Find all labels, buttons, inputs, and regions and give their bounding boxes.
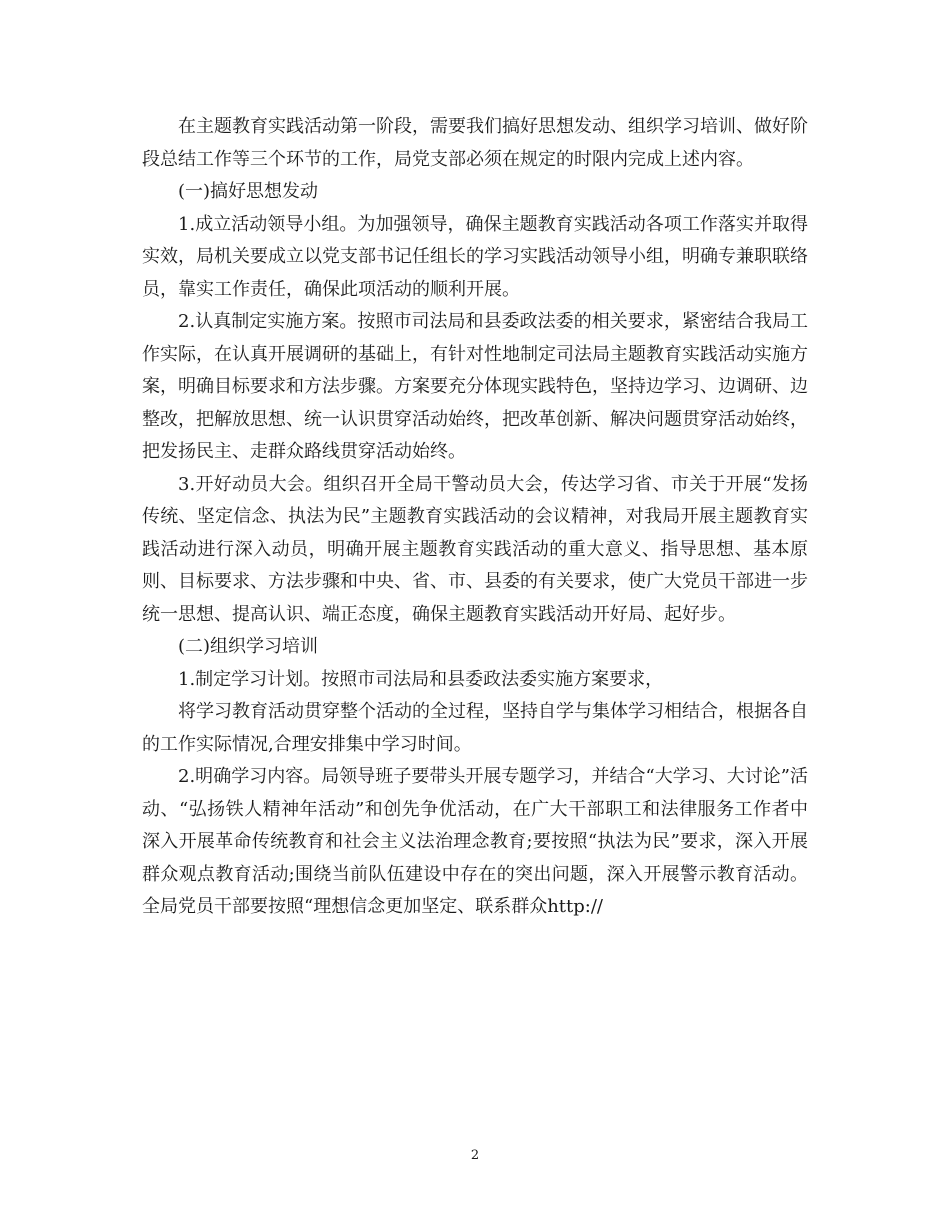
paragraph-2-1: 1.制定学习计划。按照市司法局和县委政法委实施方案要求， [178,668,664,690]
paragraph-intro: 在主题教育实践活动第一阶段，需要我们搞好思想发动、组织学习培训、做好阶段总结工作等三个环节的工作，局党支部必须在规定的时限内完成上述内容。 [142,116,808,170]
paragraph-1-1: 1.成立活动领导小组。为加强领导，确保主题教育实践活动各项工作落实并取得实效，局机关要成立以党支部书记任组长的学习实践活动领导小组，明确专兼职联络员，靠实工作责任，确保此项活动的顺利开展。 [142,213,808,300]
paragraph-1-2: 2.认真制定实施方案。按照市司法局和县委政法委的相关要求，紧密结合我局工作实际，在认真开展调研的基础上，有针对性地制定司法局主题教育实践活动实施方案，明确目标要求和方法步骤。方案要充分体现实践特色，坚持边学习、边调研、边整改，把解放思想、统一认识贯穿活动始终，把改革创新、解决问题贯穿活动始终，把发扬民主、走群众路线贯穿活动始终。 [142,311,808,462]
paragraph-2-2: 2.明确学习内容。局领导班子要带头开展专题学习，并结合“大学习、大讨论”活动、“弘扬铁人精神年活动”和创先争优活动，在广大干部职工和法律服务工作者中深入开展革命传统教育和社会主义法治理念教育;要按照“执法为民”要求，深入开展群众观点教育活动;围绕当前队伍建设中存在的突出问题，深入开展警示教育活动。全局党员干部要按照“理想信念更加坚定、联系群众http:// [142,766,808,917]
paragraph-1-3: 3.开好动员大会。组织召开全局干警动员大会，传达学习省、市关于开展“发扬传统、坚定信念、执法为民”主题教育实践活动的会议精神，对我局开展主题教育实践活动进行深入动员，明确开展主题教育实践活动的重大意义、指导思想、基本原则、目标要求、方法步骤和中央、省、市、县委的有关要求，使广大党员干部进一步统一思想、提高认识、端正态度，确保主题教育实践活动开好局、起好步。 [142,473,808,625]
document-body [142,111,808,924]
section-heading-2: (二)组织学习培训 [178,636,319,657]
paragraph-2-1-cont: 将学习教育活动贯穿整个活动的全过程，坚持自学与集体学习相结合，根据各自的工作实际情况,合理安排集中学习时间。 [142,701,808,755]
page-number: 2 [470,1148,480,1163]
section-heading-1: (一)搞好思想发动 [178,181,319,202]
